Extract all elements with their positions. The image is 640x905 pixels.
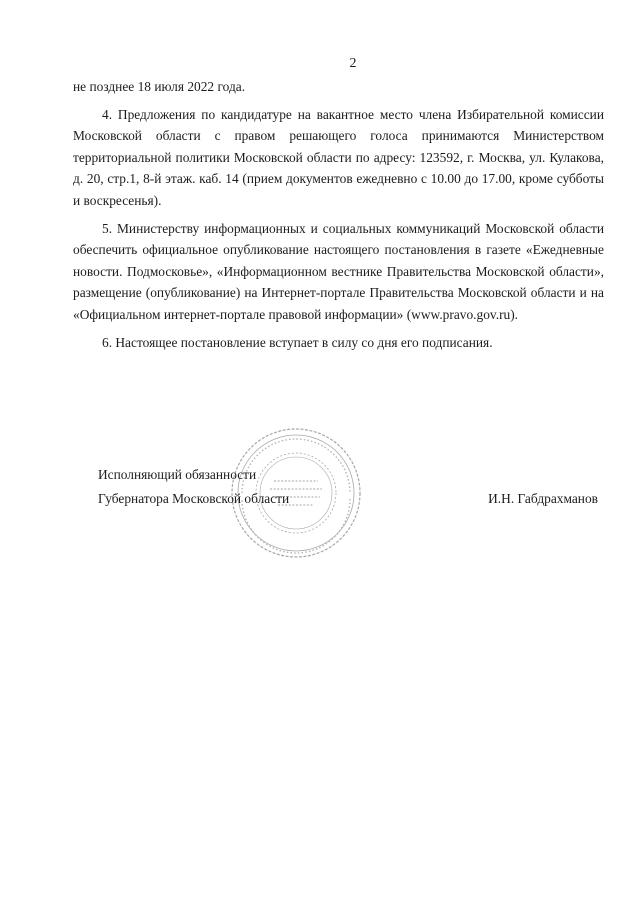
paragraph-5: 5. Министерству информационных и социальных коммуникаций Московской области обеспечить официальное опубликование настоящего постановления в газете «Ежедневные новости. Подмосковье», «Информационном вестнике Правительства Московской области», размещение (опубликование) на Интернет-портале Правительства Московской области и на «Официальном интернет-портале правовой информации» (www.pravo.gov.ru). <box>73 220 604 322</box>
paragraph-continuation: не позднее 18 июля 2022 года. <box>73 79 246 94</box>
signatory-position-line2: Губернатора Московской области <box>98 491 290 506</box>
signatory-position-line1: Исполняющий обязанности <box>98 467 257 482</box>
document-body <box>73 76 604 353</box>
signatory-name: И.Н. Габдрахманов <box>488 491 598 506</box>
paragraph-6: 6. Настоящее постановление вступает в силу со дня его подписания. <box>102 334 493 350</box>
paragraph-4: 4. Предложения по кандидатуре на вакантное место члена Избирательной комиссии Московской области с правом решающего голоса принимаются Министерством территориальной политики Московской области по адресу: 123592, г. Москва, ул. Кулакова, д. 20, стр.1, 8-й этаж. каб. 14 (прием документов ежедневно с 10.00 до 17.00, кроме субботы и воскресенья). <box>73 106 604 208</box>
page-number: 2 <box>349 56 357 71</box>
signature-block <box>98 463 598 511</box>
